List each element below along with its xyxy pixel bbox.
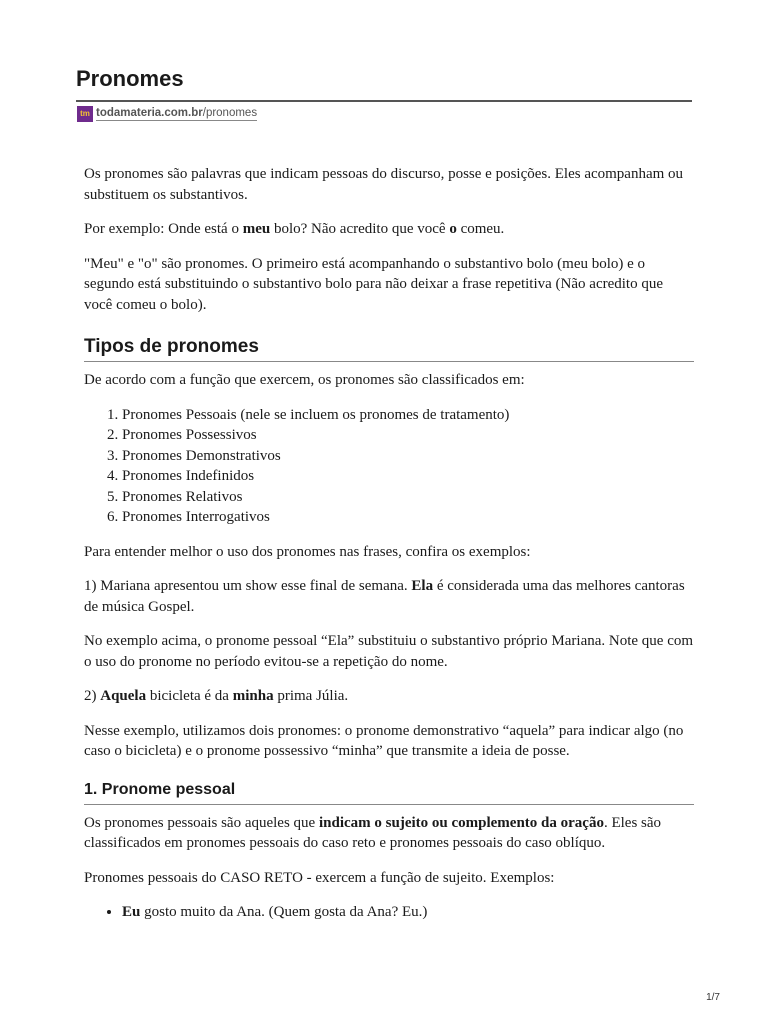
source-domain: todamateria.com.br <box>96 107 203 119</box>
list-item: 4. Pronomes Indefinidos <box>122 466 694 487</box>
source-separator: / <box>202 107 206 119</box>
page-number: 1/7 <box>706 992 720 1003</box>
example-2-note: Nesse exemplo, utilizamos dois pronomes: o pronome demonstrativo “aquela” para indicar algo (no caso o bicicleta) e o pronome possessivo “minha” que transmite a ideia de posse. <box>84 722 684 759</box>
intro-paragraph: Os pronomes são palavras que indicam pessoas do discurso, posse e posições. Eles acompanham ou substituem os substantivos. <box>84 166 684 203</box>
bold-minha: minha <box>232 688 274 704</box>
article-body <box>84 164 694 923</box>
source-link[interactable] <box>96 107 257 121</box>
example-2: 2) Aquela bicicleta é da minha prima Júlia. <box>84 688 349 704</box>
source-line <box>77 106 257 122</box>
caso-reto-paragraph: Pronomes pessoais do CASO RETO - exercem a função de sujeito. Exemplos: <box>84 869 555 886</box>
title-divider <box>76 100 692 102</box>
bold-eu: Eu <box>122 904 141 920</box>
pessoal-paragraph: Os pronomes pessoais são aqueles que indicam o sujeito ou complemento da oração. Eles são classificados em pronomes pessoais do caso reto e pronomes pessoais do caso oblíquo. <box>84 814 662 851</box>
list-item: • Eu gosto muito da Ana. (Quem gosta da Ana? Eu.) <box>122 902 694 923</box>
section-heading-tipos: Tipos de pronomes <box>84 335 694 362</box>
example-1-note: No exemplo acima, o pronome pessoal “Ela” substituiu o substantivo próprio Mariana. Note que com o uso do pronome no período evitou-se a repetição do nome. <box>84 633 694 670</box>
list-item: 5. Pronomes Relativos <box>122 487 694 508</box>
example-1: 1) Mariana apresentou um show esse final de semana. Ela é considerada uma das melhores cantoras de música Gospel. <box>84 578 685 615</box>
bold-o: o <box>449 221 457 237</box>
bold-aquela: Aquela <box>100 688 147 704</box>
list-item: 1. Pronomes Pessoais (nele se incluem os pronomes de tratamento) <box>122 405 694 426</box>
page-title: Pronomes <box>76 66 184 91</box>
tipos-list <box>84 405 694 528</box>
caso-reto-examples <box>84 902 694 923</box>
list-item: 3. Pronomes Demonstrativos <box>122 446 694 467</box>
bold-definition: indicam o sujeito ou complemento da oração <box>318 814 604 831</box>
example-paragraph: Por exemplo: Onde está o meu bolo? Não acredito que você o comeu. <box>84 221 505 237</box>
examples-lead: Para entender melhor o uso dos pronomes nas frases, confira os exemplos: <box>84 543 531 560</box>
list-item: 6. Pronomes Interrogativos <box>122 507 694 528</box>
todamateria-logo-icon: tm <box>77 106 93 122</box>
bold-meu: meu <box>242 221 271 237</box>
list-item: 2. Pronomes Possessivos <box>122 425 694 446</box>
explanation-paragraph: "Meu" e "o" são pronomes. O primeiro está acompanhando o substantivo bolo (meu bolo) e o segundo está substituindo o substantivo bolo para não deixar a frase repetitiva (Não acredito que você comeu o bolo). <box>84 255 663 313</box>
section-heading-pronome-pessoal: 1. Pronome pessoal <box>84 780 694 805</box>
source-path: pronomes <box>205 107 258 119</box>
bold-ela: Ela <box>411 578 434 594</box>
tipos-lead: De acordo com a função que exercem, os pronomes são classificados em: <box>84 372 525 388</box>
